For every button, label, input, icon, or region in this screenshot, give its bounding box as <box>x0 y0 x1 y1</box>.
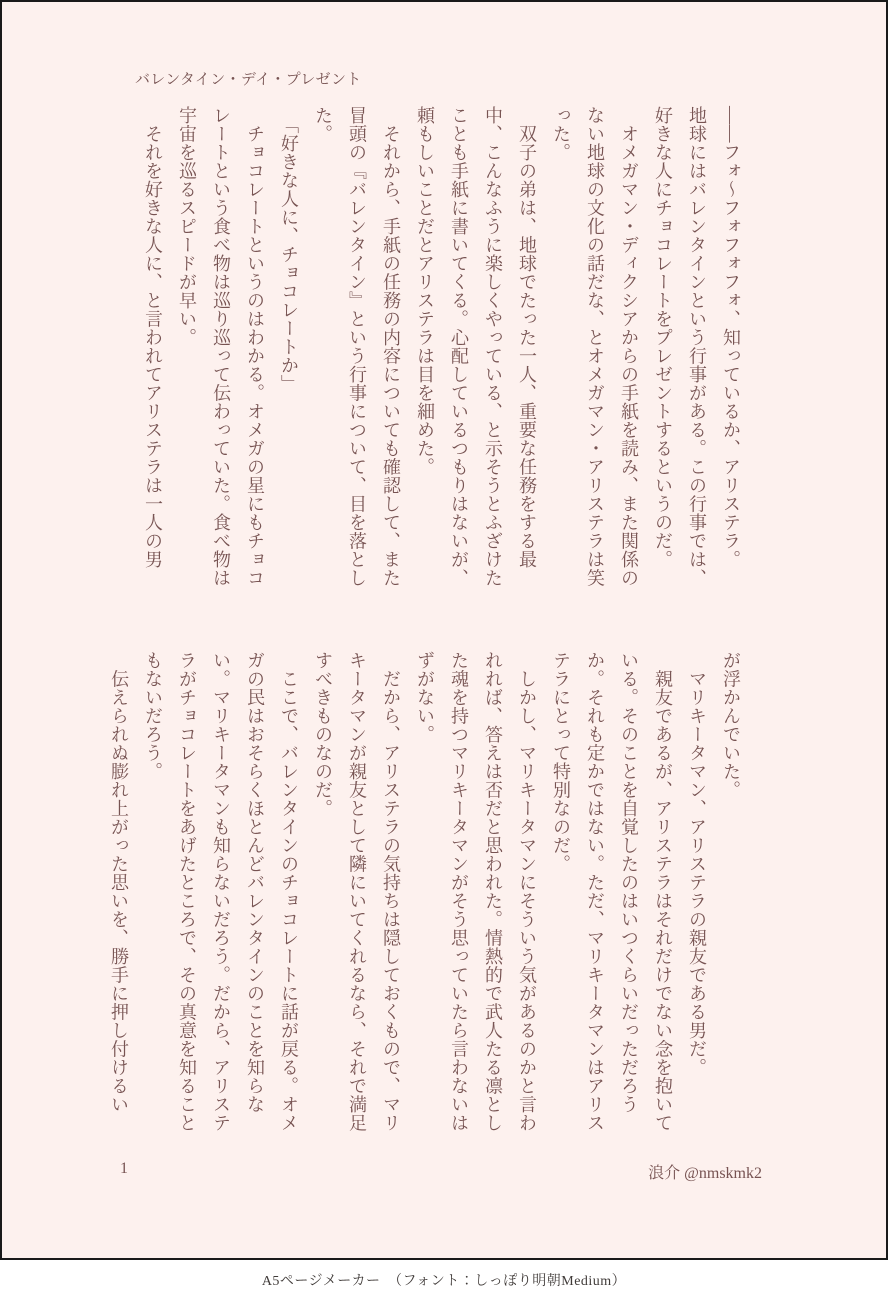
paragraph: だから、アリステラの気持ちは隠しておくもので、マリキータマンが親友として隣にいてくれるなら、それで満足すべきものなのだ。 <box>313 651 401 1132</box>
paragraph: 伝えられぬ膨れ上がった思いを、勝手に押し付けるい <box>109 651 129 1114</box>
page-number: 1 <box>120 1160 128 1177</box>
paragraph: それから、手紙の任務の内容についても確認して、また冒頭の『バレンタイン』という行事について、目を落とした。 <box>313 106 401 587</box>
paragraph: ――フォ～フォフォフォ、知っているか、アリステラ。 <box>721 106 741 569</box>
paragraph: しかし、マリキータマンにそういう気があるのかと言われれば、答えは否だと思われた。情熱的で武人たる凛とした魂を持つマリキータマンがそう思っていたら言わないはずがない。 <box>415 651 537 1132</box>
paragraph: 双子の弟は、地球でたった一人、重要な任務をする最中、こんなふうに楽しくやっている、と示そうとふざけたことも手紙に書いてくる。心配しているつもりはないが、頼もしいことだとアリステラは目を細めた。 <box>415 106 537 587</box>
paragraph: 地球にはバレンタインという行事がある。この行事では、好きな人にチョコレートをプレゼントするというのだ。 <box>653 106 707 587</box>
paragraph: チョコレートというのはわかる。オメガの星にもチョコレートという食べ物は巡り巡って伝わっていた。食べ物は宇宙を巡るスピードが早い。 <box>177 106 265 587</box>
paragraph: それを好きな人に、と言われてアリステラは一人の男 <box>143 106 163 569</box>
footer-caption: A5ページメーカー （フォント：しっぽり明朝Medium） <box>261 1274 627 1289</box>
author-credit: 浪介 @nmskmk2 <box>648 1165 762 1182</box>
paragraph: ここで、バレンタインのチョコレートに話が戻る。オメガの民はおそらくほとんどバレンタインのことを知らない。マリキータマンも知らないだろう。だから、アリステラがチョコレートをあげたところで、その真意を知ることもないだろう。 <box>143 651 299 1132</box>
paragraph: オメガマン・ディクシアからの手紙を読み、また関係のない地球の文化の話だな、とオメガマン・アリステラは笑った。 <box>551 106 639 587</box>
paragraph: が浮かんでいた。 <box>721 651 741 799</box>
text-section-bottom <box>102 651 748 1135</box>
footer-strip <box>0 1260 888 1300</box>
paragraph: 親友であるが、アリステラはそれだけでない念を抱いている。そのことを自覚したのはいつくらいだっただろうか。それも定かではない。ただ、マリキータマンはアリステラにとって特別なのだ。 <box>551 651 673 1132</box>
paragraph: マリキータマン、アリステラの親友である男だ。 <box>687 651 707 1077</box>
page-header-title: バレンタイン・デイ・プレゼント <box>135 72 362 88</box>
text-section-top <box>136 106 748 590</box>
paragraph: 「好きな人に、チョコレートか」 <box>279 106 299 393</box>
